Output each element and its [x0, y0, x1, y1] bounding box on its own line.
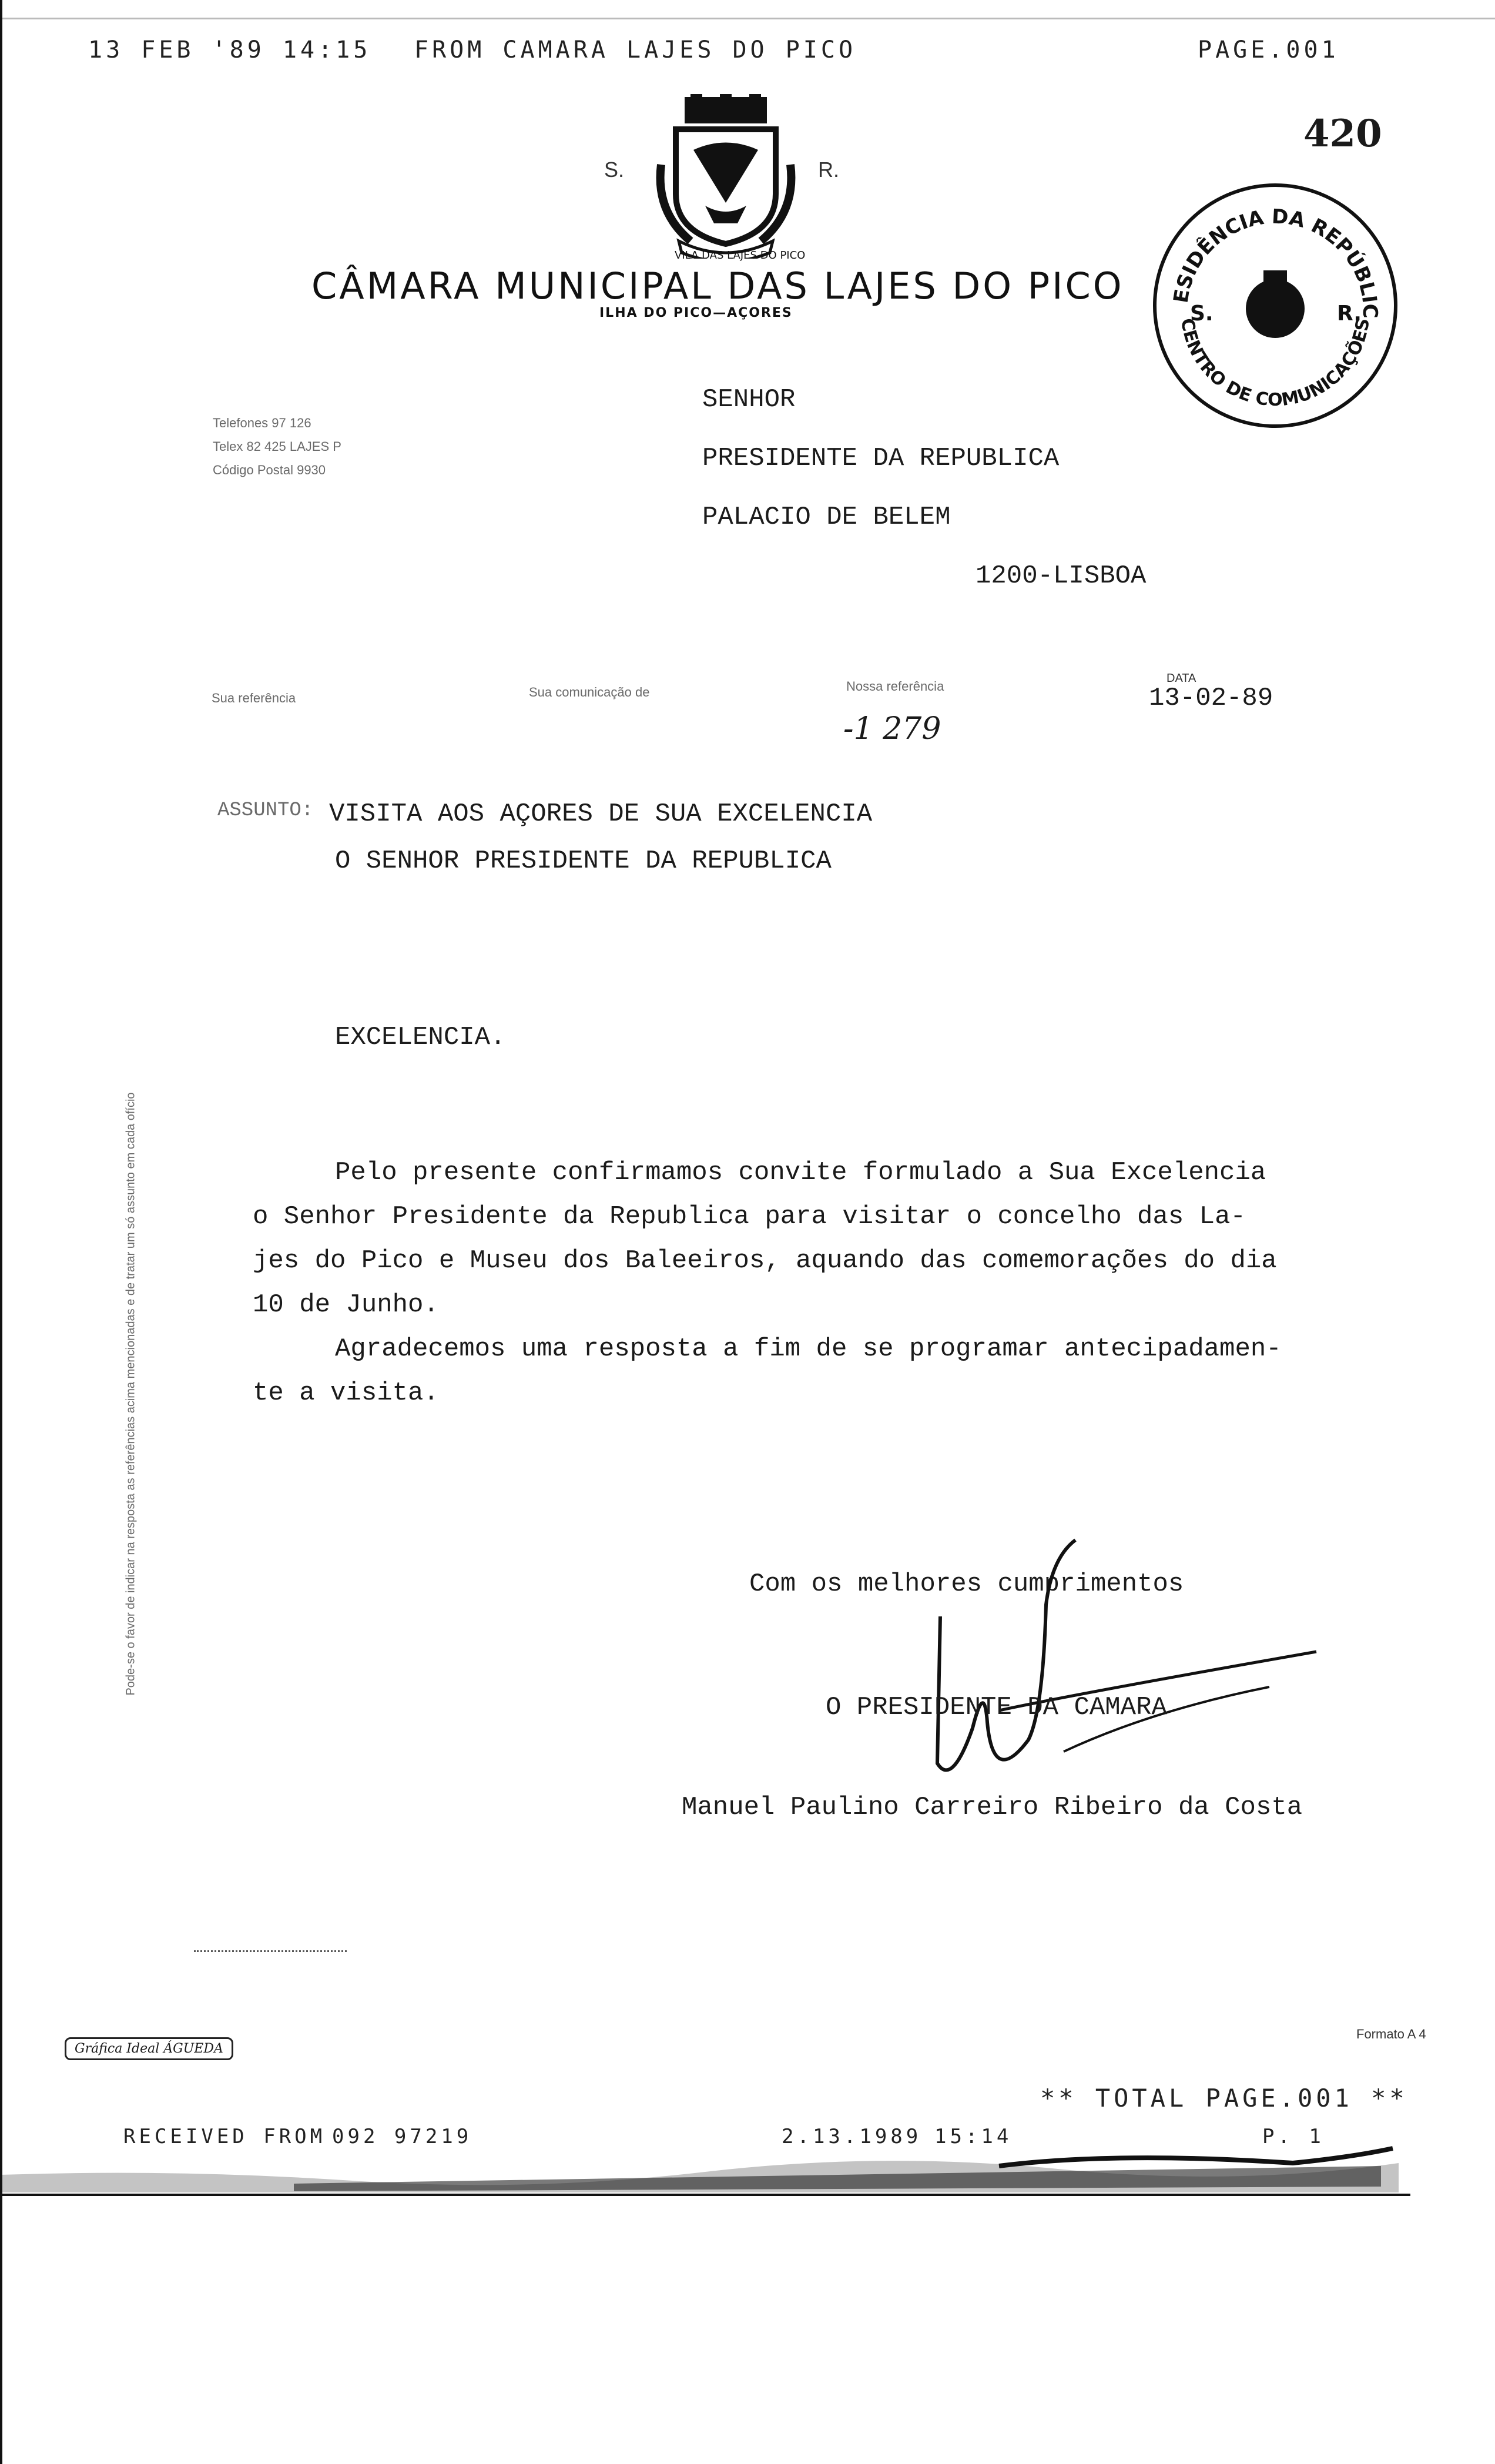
- seal-ribbon-text: VILA DAS LAJES DO PICO: [675, 249, 806, 262]
- body-line-5: Agradecemos uma resposta a fim de se programar antecipadamen-: [335, 1334, 1282, 1364]
- recipient-line-3: PALACIO DE BELEM: [702, 503, 951, 532]
- contact-phone: Telefones 97 126: [213, 416, 311, 430]
- letterhead-subtitle: ILHA DO PICO—AÇORES: [599, 306, 793, 320]
- body-line-2: o Senhor Presidente da Republica para visitar o concelho das La-: [253, 1202, 1246, 1231]
- signatory-title: O PRESIDENTE DA CAMARA: [826, 1693, 1167, 1722]
- printer-mark: Gráfica Ideal ÁGUEDA: [65, 2037, 233, 2060]
- closing: Com os melhores cumprimentos: [749, 1569, 1184, 1599]
- fax-sender: FROM CAMARA LAJES DO PICO: [414, 36, 857, 63]
- received-time: 15:14: [934, 2125, 1013, 2148]
- paper-format: Formato A 4: [1356, 2027, 1426, 2041]
- handwritten-signature: [905, 1534, 1328, 1793]
- letterhead-s: S.: [604, 158, 625, 182]
- fax-datetime: 13 FEB '89 14:15: [88, 36, 371, 63]
- subject-label: ASSUNTO:: [217, 799, 314, 822]
- municipal-coat-of-arms: [649, 94, 802, 259]
- contact-postal-code: Código Postal 9930: [213, 463, 326, 477]
- recipient-line-1: SENHOR: [702, 385, 796, 414]
- stamp-r: R.: [1337, 302, 1362, 326]
- date-label: DATA: [1166, 672, 1196, 685]
- received-date: 2.13.1989: [782, 2125, 922, 2148]
- letterhead-r: R.: [818, 158, 839, 182]
- dotted-rule: [194, 1950, 347, 1952]
- signatory-name: Manuel Paulino Carreiro Ribeiro da Costa: [682, 1793, 1303, 1822]
- your-reference-label: Sua referência: [212, 691, 296, 705]
- received-page: P. 1: [1262, 2125, 1325, 2148]
- received-from-number: 092 97219: [332, 2125, 472, 2148]
- page-bottom-edge: [0, 2194, 1410, 2196]
- page-left-edge: [0, 0, 2, 2464]
- our-reference-value: -1 279: [843, 711, 941, 746]
- subject-line-1: VISITA AOS AÇORES DE SUA EXCELENCIA: [329, 799, 873, 829]
- date-value: 13-02-89: [1149, 684, 1273, 713]
- your-communication-label: Sua comunicação de: [529, 685, 650, 699]
- stamp-ring-bottom: CENTRO DE COMUNICAÇÕES: [1176, 317, 1374, 411]
- recipient-city: 1200-LISBOA: [976, 561, 1147, 591]
- total-page-count: ** TOTAL PAGE.001 **: [1040, 2084, 1408, 2113]
- contact-telex: Telex 82 425 LAJES P: [213, 439, 341, 454]
- margin-instruction-note: Pode-se o favor de indicar na resposta as referências acima mencionadas e de tratar um só assunto em cada ofício: [124, 1092, 138, 1696]
- presidency-received-stamp: [1146, 176, 1405, 435]
- received-from-label: RECEIVED FROM: [123, 2125, 326, 2148]
- body-line-1: Pelo presente confirmamos convite formulado a Sua Excelencia: [335, 1158, 1266, 1187]
- stamp-ring-top: ESIDÊNCIA DA REPÚBLIC: [1169, 205, 1382, 319]
- recipient-line-2: PRESIDENTE DA REPUBLICA: [702, 444, 1060, 473]
- salutation: EXCELENCIA.: [335, 1023, 506, 1052]
- subject-line-2: O SENHOR PRESIDENTE DA REPUBLICA: [335, 846, 832, 876]
- body-line-6: te a visita.: [253, 1378, 439, 1408]
- body-line-4: 10 de Junho.: [253, 1290, 439, 1320]
- our-reference-label: Nossa referência: [846, 679, 944, 694]
- letterhead-title: CÂMARA MUNICIPAL DAS LAJES DO PICO: [311, 265, 1124, 307]
- fax-page: PAGE.001: [1198, 36, 1339, 63]
- top-rule: [0, 18, 1495, 19]
- fax-noise-band: [0, 2140, 1399, 2192]
- body-line-3: jes do Pico e Museu dos Baleeiros, aquando das comemorações do dia: [253, 1246, 1277, 1275]
- stamp-s: S.: [1190, 302, 1214, 326]
- document-number: 420: [1303, 112, 1382, 156]
